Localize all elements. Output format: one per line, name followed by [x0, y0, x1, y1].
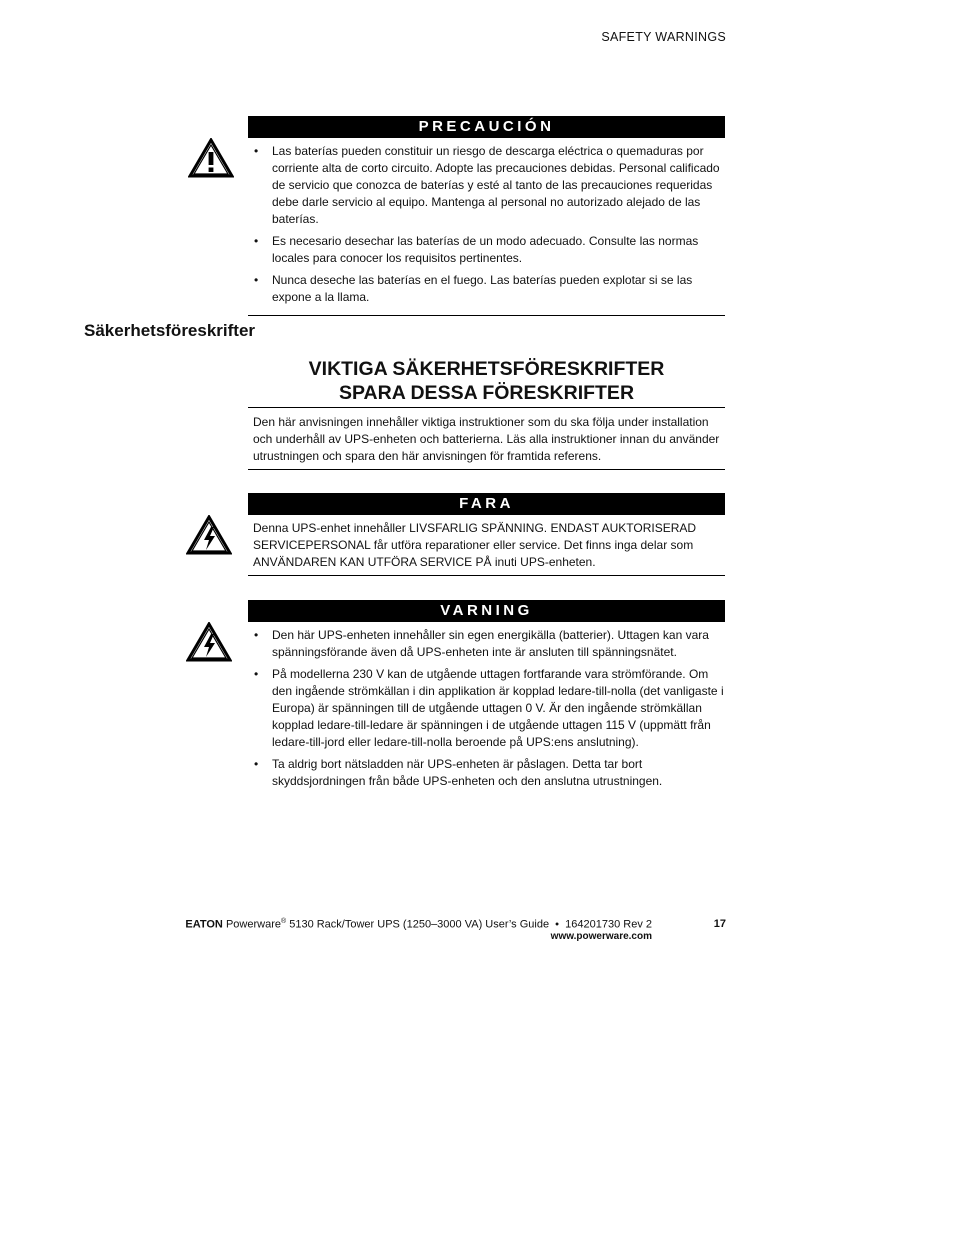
list-item: • Las baterías pueden constituir un riesgo de descarga eléctrica o quemaduras por corriente alta de corto circuito. Adopte las precauciones debidas. Personal calificado de servicio que conozca de baterías y esté al tanto de las precauciones requeridas debe darle servicio al equipo. Mantenga al personal no autorizado alejado de las baterías.: [254, 144, 720, 226]
footer-brand: EATON: [185, 918, 223, 931]
intro-paragraph: Den här anvisningen innehåller viktiga instruktioner som du ska följa under installation och underhåll av UPS-enheten och batterierna. Läs alla instruktioner innan du använder utrustningen och spara den här anvisningen för framtida referens.: [248, 407, 725, 470]
page-number: 17: [713, 918, 726, 930]
fara-body: [248, 515, 725, 576]
footer-description: 5130 Rack/Tower UPS (1250–3000 VA) User’s Guide • 164201730 Rev 2: [286, 918, 652, 931]
varning-notice: [248, 600, 725, 799]
precaucion-notice: [248, 116, 725, 316]
list-item: • Nunca deseche las baterías en el fuego. Las baterías pueden explotar si se las expone a la llama.: [254, 273, 693, 304]
list-item: • Es necesario desechar las baterías de un modo adecuado. Consulte las normas locales para conocer los requisitos pertinentes.: [254, 234, 699, 265]
electrical-hazard-icon: [186, 515, 232, 555]
fara-title: FARA: [248, 493, 725, 515]
page-title-line-2: SPARA DESSA FÖRESKRIFTER: [338, 382, 635, 404]
list-item: • Den här UPS-enheten innehåller sin egen energikälla (batterier). Uttagen kan vara spänningsförande även då UPS-enheten inte är ansluten till spänningsnätet.: [254, 628, 709, 659]
precaucion-body: [248, 138, 725, 316]
footer-citation: [150, 918, 652, 931]
fara-text: Denna UPS-enhet innehåller LIVSFARLIG SPÄNNING. ENDAST AUKTORISERAD SERVICEPERSONAL får utföra reparationer eller service. Det finns inga delar som ANVÄNDAREN KAN UTFÖRA SERVICE PÅ inuti UPS-enheten.: [253, 521, 697, 569]
list-item: • Ta aldrig bort nätsladden när UPS-enheten är påslagen. Detta tar bort skyddsjordningen från både UPS-enheten och den anslutna utrustningen.: [254, 757, 663, 788]
fara-notice: [248, 493, 725, 576]
electrical-hazard-icon: [186, 622, 232, 662]
registered-mark: ®: [280, 918, 287, 925]
footer-url: www.powerware.com: [550, 931, 652, 942]
page-title: [248, 357, 725, 405]
section-heading: Säkerhetsföreskrifter: [84, 321, 256, 340]
running-header: SAFETY WARNINGS: [601, 30, 726, 44]
varning-title: VARNING: [248, 600, 725, 622]
varning-body: [248, 622, 725, 799]
precaucion-title: PRECAUCIÓN: [248, 116, 725, 138]
footer-product: Powerware: [225, 918, 281, 931]
page-title-line-1: VIKTIGA SÄKERHETSFÖRESKRIFTER: [308, 358, 665, 380]
exclamation-warning-icon: [188, 138, 234, 178]
list-item: • På modellerna 230 V kan de utgående uttagen fortfarande vara strömförande. Om den ingående strömkällan i din applikation är kopplad ledare-till-nolla (det vanligaste i Europa) är spänningen till de utgående uttagen 0 V. Är den ingående strömkällan kopplad ledare-till-ledare är spänningen i de utgående uttagen 115 V (uppmätt från ledare-till-jord eller ledare-till-nolla beroende på UPS:ens anslutning).: [254, 667, 724, 749]
